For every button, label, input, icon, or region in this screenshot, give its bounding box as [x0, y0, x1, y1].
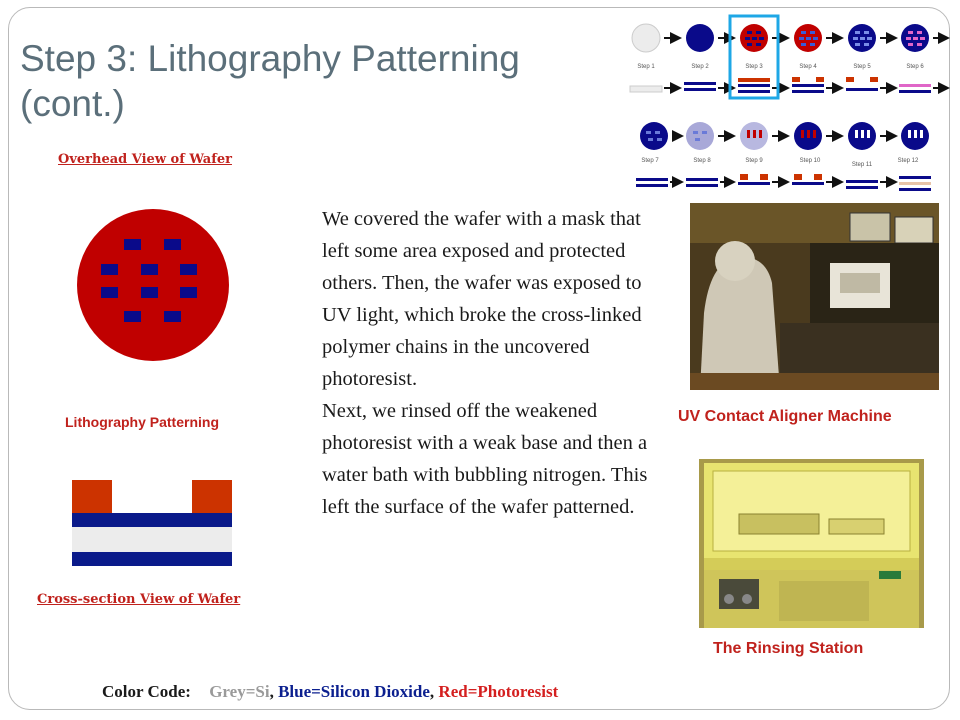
lithography-label: Lithography Patterning — [65, 414, 219, 430]
description-paragraph-2: Next, we rinsed off the weakened photoresist with a weak base and then a water bath with bubbling nitrogen. This left the surface of the wafer patterned. — [322, 400, 648, 518]
color-code-grey: Grey=Si — [209, 682, 270, 701]
oxide-layer-bottom — [72, 552, 232, 566]
title-line-1: Step 3: Lithography Patterning — [20, 38, 520, 79]
step-label: Step 6 — [906, 64, 924, 70]
title-line-2: (cont.) — [20, 83, 125, 124]
steps-row-2-cross-sections — [636, 174, 931, 191]
oxide-square — [101, 264, 118, 275]
step-label: Step 7 — [641, 158, 659, 164]
description-text — [322, 203, 662, 523]
process-steps-diagram — [626, 12, 956, 194]
oxide-square — [101, 287, 118, 298]
wafer-step-2 — [686, 24, 714, 52]
oxide-square — [141, 264, 158, 275]
silicon-layer — [72, 527, 232, 552]
description-paragraph-1: We covered the wafer with a mask that left some area exposed and protected others. Then, the wafer was exposed to UV light, which broke the cross-linked polymer chains in the uncovered photoresist. — [322, 208, 642, 390]
overhead-wafer-diagram — [76, 208, 230, 362]
step-label: Step 2 — [691, 64, 709, 70]
rinsing-caption: The Rinsing Station — [713, 640, 864, 657]
rinsing-station-photo — [699, 459, 924, 628]
wafer-step-1 — [632, 24, 660, 52]
step-label: Step 12 — [897, 158, 919, 164]
uv-aligner-photo — [690, 203, 939, 390]
oxide-square — [164, 311, 181, 322]
oxide-square — [124, 311, 141, 322]
cross-section-label: Cross-section View of Wafer — [37, 592, 241, 607]
step-label: Step 3 — [745, 64, 763, 70]
oxide-square — [141, 287, 158, 298]
oxide-square — [180, 264, 197, 275]
cross-section-diagram — [72, 480, 234, 568]
steps-row-2 — [640, 122, 929, 150]
step-label: Step 1 — [637, 64, 655, 70]
oxide-square — [180, 287, 197, 298]
step-label: Step 4 — [799, 64, 817, 70]
color-code-legend — [102, 682, 558, 702]
step-label: Step 9 — [745, 158, 763, 164]
wafer-disc — [77, 209, 229, 361]
steps-row-1 — [632, 24, 948, 52]
color-code-red: Red=Photoresist — [438, 682, 559, 701]
color-code-separator: , — [429, 682, 435, 701]
color-code-separator: , — [269, 682, 274, 701]
slide-title — [20, 36, 600, 126]
oxide-layer-top — [72, 513, 232, 527]
step-label: Step 10 — [799, 158, 821, 164]
oxide-square — [124, 239, 141, 250]
step-label: Step 8 — [693, 158, 711, 164]
aligner-caption: UV Contact Aligner Machine — [678, 408, 892, 425]
steps-row-1-cross-sections — [630, 77, 948, 93]
oxide-square — [164, 239, 181, 250]
step-label: Step 11 — [851, 162, 873, 168]
overhead-view-label: Overhead View of Wafer — [58, 152, 232, 167]
step-label: Step 5 — [853, 64, 871, 70]
resist-block-left — [72, 480, 112, 513]
color-code-blue: Blue=Silicon Dioxide — [278, 682, 430, 701]
resist-block-right — [192, 480, 232, 513]
color-code-label: Color Code: — [102, 682, 191, 701]
